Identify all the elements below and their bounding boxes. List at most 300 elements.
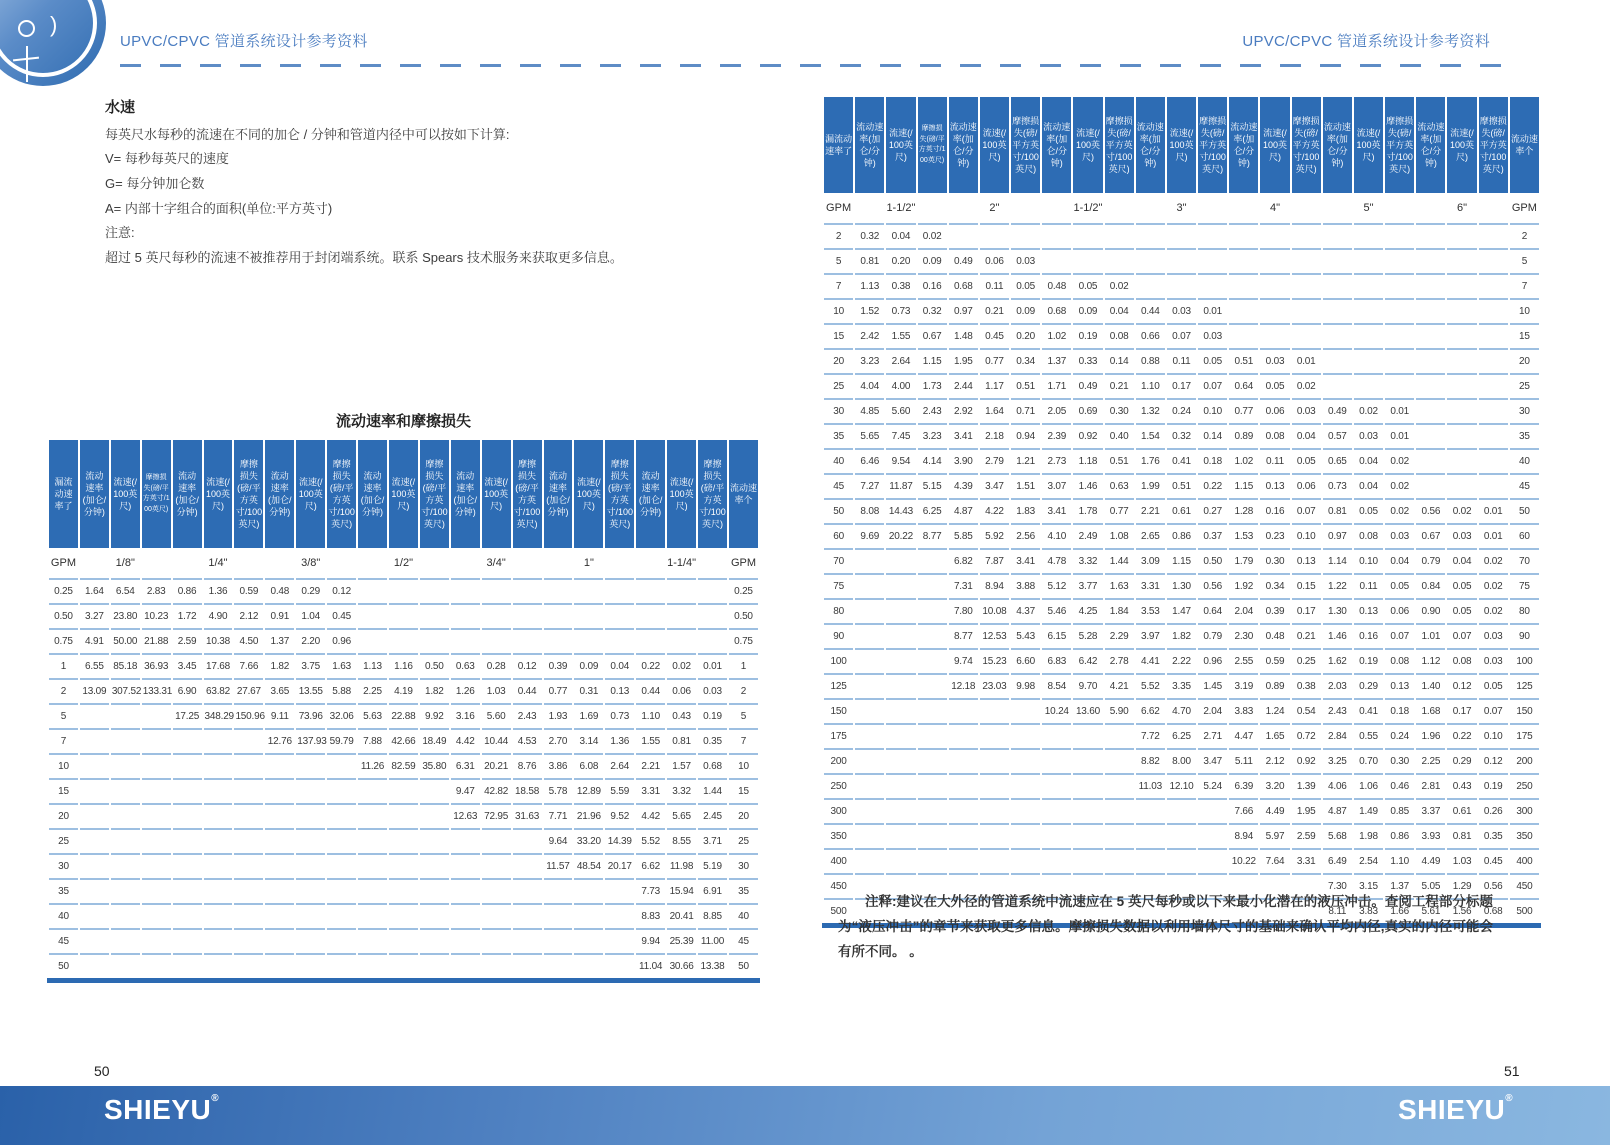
data-cell: 1.78 xyxy=(1073,498,1102,523)
data-cell: 5.78 xyxy=(544,778,573,803)
data-cell: 9.94 xyxy=(636,928,665,953)
data-cell: 1.51 xyxy=(1011,473,1040,498)
data-cell xyxy=(1385,273,1414,298)
row-gpm: 25 xyxy=(729,828,758,853)
row-gpm: 500 xyxy=(824,898,853,923)
row-gpm: 125 xyxy=(824,673,853,698)
data-cell xyxy=(173,903,202,928)
data-cell: 0.34 xyxy=(1260,573,1289,598)
data-cell xyxy=(389,828,418,853)
note-label: 注意: xyxy=(105,225,135,241)
data-cell xyxy=(1416,473,1445,498)
data-cell xyxy=(1198,798,1227,823)
data-cell: 0.33 xyxy=(1073,348,1102,373)
data-cell xyxy=(918,573,947,598)
data-cell: 0.10 xyxy=(1354,548,1383,573)
data-cell: 1.06 xyxy=(1354,773,1383,798)
data-cell xyxy=(513,603,542,628)
size-label: GPM xyxy=(824,193,853,223)
data-cell xyxy=(855,798,884,823)
data-cell: 23.03 xyxy=(980,673,1009,698)
data-cell: 0.50 xyxy=(420,653,449,678)
data-cell xyxy=(1198,273,1227,298)
data-cell xyxy=(855,823,884,848)
data-cell: 6.15 xyxy=(1042,623,1071,648)
data-cell xyxy=(296,928,325,953)
data-cell xyxy=(358,603,387,628)
data-cell: 0.81 xyxy=(1323,498,1352,523)
row-gpm: 400 xyxy=(824,848,853,873)
data-cell xyxy=(918,648,947,673)
row-gpm: 5 xyxy=(824,248,853,273)
data-cell: 2.42 xyxy=(855,323,884,348)
data-cell: 0.04 xyxy=(1292,423,1321,448)
data-cell xyxy=(886,823,915,848)
data-cell xyxy=(451,578,480,603)
row-gpm: 10 xyxy=(1510,298,1539,323)
row-gpm: 15 xyxy=(49,778,78,803)
data-cell: 0.14 xyxy=(1198,423,1227,448)
row-gpm: 300 xyxy=(824,798,853,823)
data-cell: 0.51 xyxy=(1167,473,1196,498)
data-cell: 0.44 xyxy=(636,678,665,703)
data-cell: 2.25 xyxy=(358,678,387,703)
data-cell: 9.98 xyxy=(1011,673,1040,698)
data-cell: 0.54 xyxy=(1292,698,1321,723)
column-header: 流动速率(加仑/分钟) xyxy=(1042,97,1071,193)
data-cell: 0.35 xyxy=(698,728,727,753)
data-cell xyxy=(1354,348,1383,373)
data-cell: 1.53 xyxy=(1229,523,1258,548)
data-cell: 5.15 xyxy=(918,473,947,498)
data-cell: 0.02 xyxy=(1447,498,1476,523)
data-cell: 0.59 xyxy=(1260,648,1289,673)
data-cell xyxy=(886,573,915,598)
data-cell: 3.47 xyxy=(980,473,1009,498)
data-cell: 0.37 xyxy=(1198,523,1227,548)
data-cell xyxy=(142,778,171,803)
data-cell: 0.24 xyxy=(1385,723,1414,748)
data-cell: 2.73 xyxy=(1042,448,1071,473)
data-cell xyxy=(204,778,233,803)
data-cell: 0.13 xyxy=(1385,673,1414,698)
data-cell: 0.39 xyxy=(1260,598,1289,623)
row-gpm: 30 xyxy=(824,398,853,423)
data-cell: 3.41 xyxy=(1042,498,1071,523)
data-cell: 5.90 xyxy=(1105,698,1134,723)
data-cell xyxy=(142,878,171,903)
data-cell xyxy=(949,723,978,748)
row-gpm: 500 xyxy=(1510,898,1539,923)
data-cell: 27.67 xyxy=(234,678,263,703)
data-cell: 11.00 xyxy=(698,928,727,953)
data-cell: 9.47 xyxy=(451,778,480,803)
data-cell xyxy=(1136,223,1165,248)
data-cell: 0.96 xyxy=(1198,648,1227,673)
data-cell: 9.69 xyxy=(855,523,884,548)
data-cell: 9.11 xyxy=(265,703,294,728)
data-cell xyxy=(1011,698,1040,723)
data-cell: 0.02 xyxy=(1105,273,1134,298)
data-cell: 3.07 xyxy=(1042,473,1071,498)
data-cell xyxy=(1198,848,1227,873)
data-cell: 1.04 xyxy=(296,603,325,628)
data-cell: 0.89 xyxy=(1229,423,1258,448)
data-cell: 1.96 xyxy=(1416,723,1445,748)
data-cell xyxy=(1229,223,1258,248)
data-cell xyxy=(358,578,387,603)
row-gpm: 45 xyxy=(824,473,853,498)
data-cell xyxy=(544,578,573,603)
size-label: 4" xyxy=(1229,193,1321,223)
data-cell: 0.07 xyxy=(1198,373,1227,398)
data-cell: 5.60 xyxy=(886,398,915,423)
data-cell xyxy=(420,878,449,903)
data-cell: 8.00 xyxy=(1167,748,1196,773)
row-gpm: 0.25 xyxy=(49,578,78,603)
data-cell xyxy=(389,853,418,878)
data-cell xyxy=(1229,323,1258,348)
data-cell: 0.68 xyxy=(1479,898,1508,923)
data-cell: 8.94 xyxy=(1229,823,1258,848)
row-gpm: 30 xyxy=(1510,398,1539,423)
data-cell: 1.73 xyxy=(918,373,947,398)
data-cell xyxy=(1073,848,1102,873)
data-cell: 0.12 xyxy=(327,578,356,603)
data-cell: 2.03 xyxy=(1323,673,1352,698)
data-cell xyxy=(1447,298,1476,323)
data-cell: 1.08 xyxy=(1105,523,1134,548)
data-cell xyxy=(420,953,449,978)
data-cell xyxy=(1136,273,1165,298)
data-cell xyxy=(234,903,263,928)
data-cell: 0.28 xyxy=(482,653,511,678)
data-cell: 0.12 xyxy=(513,653,542,678)
data-cell: 6.60 xyxy=(1011,648,1040,673)
data-cell: 6.31 xyxy=(451,753,480,778)
data-cell xyxy=(1198,248,1227,273)
data-cell: 0.22 xyxy=(636,653,665,678)
data-cell: 0.18 xyxy=(1198,448,1227,473)
data-cell xyxy=(886,548,915,573)
row-gpm: 90 xyxy=(1510,623,1539,648)
data-cell: 0.04 xyxy=(605,653,634,678)
data-cell xyxy=(482,853,511,878)
column-header: 摩擦损失(磅/平方英寸/100英尺) xyxy=(1479,97,1508,193)
data-cell xyxy=(1260,223,1289,248)
data-cell: 0.11 xyxy=(1354,573,1383,598)
data-cell xyxy=(605,903,634,928)
row-gpm: 2 xyxy=(1510,223,1539,248)
data-cell: 0.09 xyxy=(1073,298,1102,323)
formula-a: A= 内部十字组合的面积(单位:平方英寸) xyxy=(105,200,333,216)
data-cell xyxy=(1136,823,1165,848)
data-cell: 0.46 xyxy=(1385,773,1414,798)
data-cell: 5.46 xyxy=(1042,598,1071,623)
column-header: 流速(/100英尺) xyxy=(1447,97,1476,193)
data-cell: 0.02 xyxy=(1292,373,1321,398)
data-cell: 5.65 xyxy=(855,423,884,448)
data-cell xyxy=(80,903,109,928)
data-cell: 1.55 xyxy=(636,728,665,753)
data-cell xyxy=(667,578,696,603)
data-cell: 0.04 xyxy=(1105,298,1134,323)
data-cell xyxy=(1136,248,1165,273)
row-gpm: 20 xyxy=(1510,348,1539,373)
data-cell xyxy=(886,598,915,623)
data-cell: 5.24 xyxy=(1198,773,1227,798)
data-cell xyxy=(265,853,294,878)
data-cell xyxy=(1447,423,1476,448)
data-cell xyxy=(918,598,947,623)
data-cell: 13.09 xyxy=(80,678,109,703)
data-cell xyxy=(605,603,634,628)
data-cell: 0.05 xyxy=(1479,673,1508,698)
data-cell xyxy=(111,728,140,753)
data-cell xyxy=(886,698,915,723)
data-cell xyxy=(1042,748,1071,773)
data-cell xyxy=(855,698,884,723)
brand-logo-left xyxy=(104,1094,219,1126)
data-cell: 1.37 xyxy=(265,628,294,653)
row-gpm: 7 xyxy=(1510,273,1539,298)
table-row xyxy=(49,728,758,753)
data-cell xyxy=(1385,248,1414,273)
data-cell xyxy=(1447,398,1476,423)
data-cell: 0.06 xyxy=(1260,398,1289,423)
data-cell: 8.54 xyxy=(1042,673,1071,698)
column-header: 流动速率(加仑/分钟) xyxy=(1229,97,1258,193)
data-cell: 1.48 xyxy=(949,323,978,348)
data-cell: 4.37 xyxy=(1011,598,1040,623)
data-cell xyxy=(80,728,109,753)
data-cell xyxy=(327,903,356,928)
data-cell xyxy=(1136,848,1165,873)
data-cell: 4.78 xyxy=(1042,548,1071,573)
data-cell: 1.39 xyxy=(1292,773,1321,798)
data-cell: 1.10 xyxy=(1385,848,1414,873)
data-cell: 13.55 xyxy=(296,678,325,703)
column-header: 摩擦损失(磅/平方英寸/100英尺) xyxy=(420,440,449,548)
data-cell: 2.43 xyxy=(1323,698,1352,723)
data-cell: 0.31 xyxy=(574,678,603,703)
data-cell: 12.63 xyxy=(451,803,480,828)
data-cell: 3.86 xyxy=(544,753,573,778)
data-cell xyxy=(142,928,171,953)
data-cell: 4.14 xyxy=(918,448,947,473)
size-label: 1" xyxy=(544,548,635,578)
data-cell xyxy=(1416,273,1445,298)
data-cell: 0.21 xyxy=(980,298,1009,323)
data-cell: 0.38 xyxy=(1292,673,1321,698)
data-cell: 1.22 xyxy=(1323,573,1352,598)
data-cell: 5.11 xyxy=(1229,748,1258,773)
data-cell: 7.64 xyxy=(1260,848,1289,873)
data-cell xyxy=(605,878,634,903)
data-cell: 0.49 xyxy=(1073,373,1102,398)
data-cell xyxy=(1073,248,1102,273)
data-cell: 2.83 xyxy=(142,578,171,603)
data-cell xyxy=(1011,748,1040,773)
row-gpm: 450 xyxy=(824,873,853,898)
row-gpm: 25 xyxy=(824,373,853,398)
data-cell: 3.09 xyxy=(1136,548,1165,573)
data-cell xyxy=(1447,373,1476,398)
data-cell xyxy=(358,628,387,653)
data-cell: 1.69 xyxy=(574,703,603,728)
size-label: 1-1/4" xyxy=(636,548,727,578)
data-cell xyxy=(358,778,387,803)
data-cell: 18.58 xyxy=(513,778,542,803)
data-cell xyxy=(1292,248,1321,273)
column-header: 流速(/100英尺) xyxy=(1167,97,1196,193)
data-cell: 1.46 xyxy=(1073,473,1102,498)
data-cell xyxy=(886,798,915,823)
row-gpm: 7 xyxy=(49,728,78,753)
data-cell xyxy=(886,748,915,773)
data-cell: 0.45 xyxy=(1479,848,1508,873)
data-cell xyxy=(980,798,1009,823)
data-cell: 1.95 xyxy=(949,348,978,373)
table-row xyxy=(824,348,1539,373)
data-cell: 1.40 xyxy=(1416,673,1445,698)
column-header: 流速(/100英尺) xyxy=(1073,97,1102,193)
data-cell: 14.43 xyxy=(886,498,915,523)
data-cell xyxy=(1105,723,1134,748)
data-cell: 0.05 xyxy=(1447,573,1476,598)
data-cell: 7.27 xyxy=(855,473,884,498)
data-cell xyxy=(980,698,1009,723)
data-cell: 1.71 xyxy=(1042,373,1071,398)
data-cell: 0.07 xyxy=(1479,698,1508,723)
data-cell xyxy=(1416,323,1445,348)
row-gpm: 1 xyxy=(49,653,78,678)
data-cell xyxy=(234,878,263,903)
data-cell: 63.82 xyxy=(204,678,233,703)
column-header: 摩擦损失(磅/平方英寸/100英尺) xyxy=(1011,97,1040,193)
data-cell xyxy=(1292,223,1321,248)
data-cell: 0.21 xyxy=(1292,623,1321,648)
data-cell: 1.65 xyxy=(1260,723,1289,748)
intro-line: 每英尺水每秒的流速在不同的加仑 / 分钟和管道内径中可以按如下计算: xyxy=(105,126,510,142)
row-gpm: 75 xyxy=(824,573,853,598)
data-cell: 4.22 xyxy=(980,498,1009,523)
data-cell: 0.32 xyxy=(1167,423,1196,448)
data-cell: 6.25 xyxy=(1167,723,1196,748)
data-cell: 11.04 xyxy=(636,953,665,978)
data-cell xyxy=(1105,848,1134,873)
data-cell: 0.72 xyxy=(1292,723,1321,748)
data-cell xyxy=(698,578,727,603)
data-cell xyxy=(296,753,325,778)
data-cell: 6.91 xyxy=(698,878,727,903)
data-cell: 1.13 xyxy=(358,653,387,678)
column-header: 摩擦损失(磅/平方英寸/100英尺) xyxy=(698,440,727,548)
row-gpm: 0.50 xyxy=(49,603,78,628)
row-gpm: 125 xyxy=(1510,673,1539,698)
table-row xyxy=(49,603,758,628)
data-cell xyxy=(451,853,480,878)
data-cell xyxy=(513,578,542,603)
data-cell: 0.11 xyxy=(1167,348,1196,373)
data-cell: 0.71 xyxy=(1011,398,1040,423)
data-cell xyxy=(1042,823,1071,848)
data-cell xyxy=(482,828,511,853)
data-cell: 2.64 xyxy=(886,348,915,373)
data-cell xyxy=(855,673,884,698)
data-cell: 0.07 xyxy=(1167,323,1196,348)
data-cell: 0.24 xyxy=(1167,398,1196,423)
data-cell: 2.43 xyxy=(918,398,947,423)
data-cell: 7.66 xyxy=(234,653,263,678)
data-cell: 7.88 xyxy=(358,728,387,753)
data-cell: 0.44 xyxy=(1136,298,1165,323)
data-cell: 2.64 xyxy=(605,753,634,778)
data-cell: 0.20 xyxy=(1011,323,1040,348)
data-cell: 25.39 xyxy=(667,928,696,953)
table-row xyxy=(824,498,1539,523)
data-cell: 0.64 xyxy=(1229,373,1258,398)
data-cell xyxy=(327,753,356,778)
data-cell: 9.70 xyxy=(1073,673,1102,698)
data-cell xyxy=(1167,273,1196,298)
row-gpm: 70 xyxy=(824,548,853,573)
column-header: 流动速率(加仑/分钟) xyxy=(1136,97,1165,193)
data-cell xyxy=(1167,223,1196,248)
data-cell: 2.21 xyxy=(636,753,665,778)
data-cell: 0.79 xyxy=(1416,548,1445,573)
data-cell: 1.15 xyxy=(918,348,947,373)
data-cell xyxy=(574,628,603,653)
data-cell: 1.66 xyxy=(1385,898,1414,923)
column-header: 流动速率(加仑/分钟) xyxy=(1416,97,1445,193)
data-cell xyxy=(1354,323,1383,348)
data-cell: 2.12 xyxy=(1260,748,1289,773)
data-cell xyxy=(173,778,202,803)
data-cell: 0.02 xyxy=(918,223,947,248)
data-cell xyxy=(234,753,263,778)
data-cell: 0.61 xyxy=(1447,798,1476,823)
table-row xyxy=(824,223,1539,248)
row-gpm: 2 xyxy=(824,223,853,248)
data-cell xyxy=(1416,373,1445,398)
data-cell: 2.79 xyxy=(980,448,1009,473)
data-cell: 3.71 xyxy=(698,828,727,853)
row-gpm: 10 xyxy=(49,753,78,778)
data-cell xyxy=(204,753,233,778)
data-cell: 21.96 xyxy=(574,803,603,828)
size-label: 6" xyxy=(1416,193,1508,223)
data-cell xyxy=(636,628,665,653)
data-cell: 3.31 xyxy=(1292,848,1321,873)
data-cell: 0.38 xyxy=(886,273,915,298)
data-cell: 3.37 xyxy=(1416,798,1445,823)
data-cell xyxy=(1416,423,1445,448)
data-cell: 7.87 xyxy=(980,548,1009,573)
data-cell: 3.93 xyxy=(1416,823,1445,848)
data-cell: 5.52 xyxy=(1136,673,1165,698)
data-cell: 20.22 xyxy=(886,523,915,548)
data-cell: 0.05 xyxy=(1292,448,1321,473)
data-cell: 0.89 xyxy=(1260,673,1289,698)
data-cell xyxy=(420,903,449,928)
data-cell: 10.24 xyxy=(1042,698,1071,723)
data-cell xyxy=(234,853,263,878)
row-gpm: 7 xyxy=(729,728,758,753)
data-cell: 2.78 xyxy=(1105,648,1134,673)
data-cell xyxy=(605,578,634,603)
table-row xyxy=(824,723,1539,748)
